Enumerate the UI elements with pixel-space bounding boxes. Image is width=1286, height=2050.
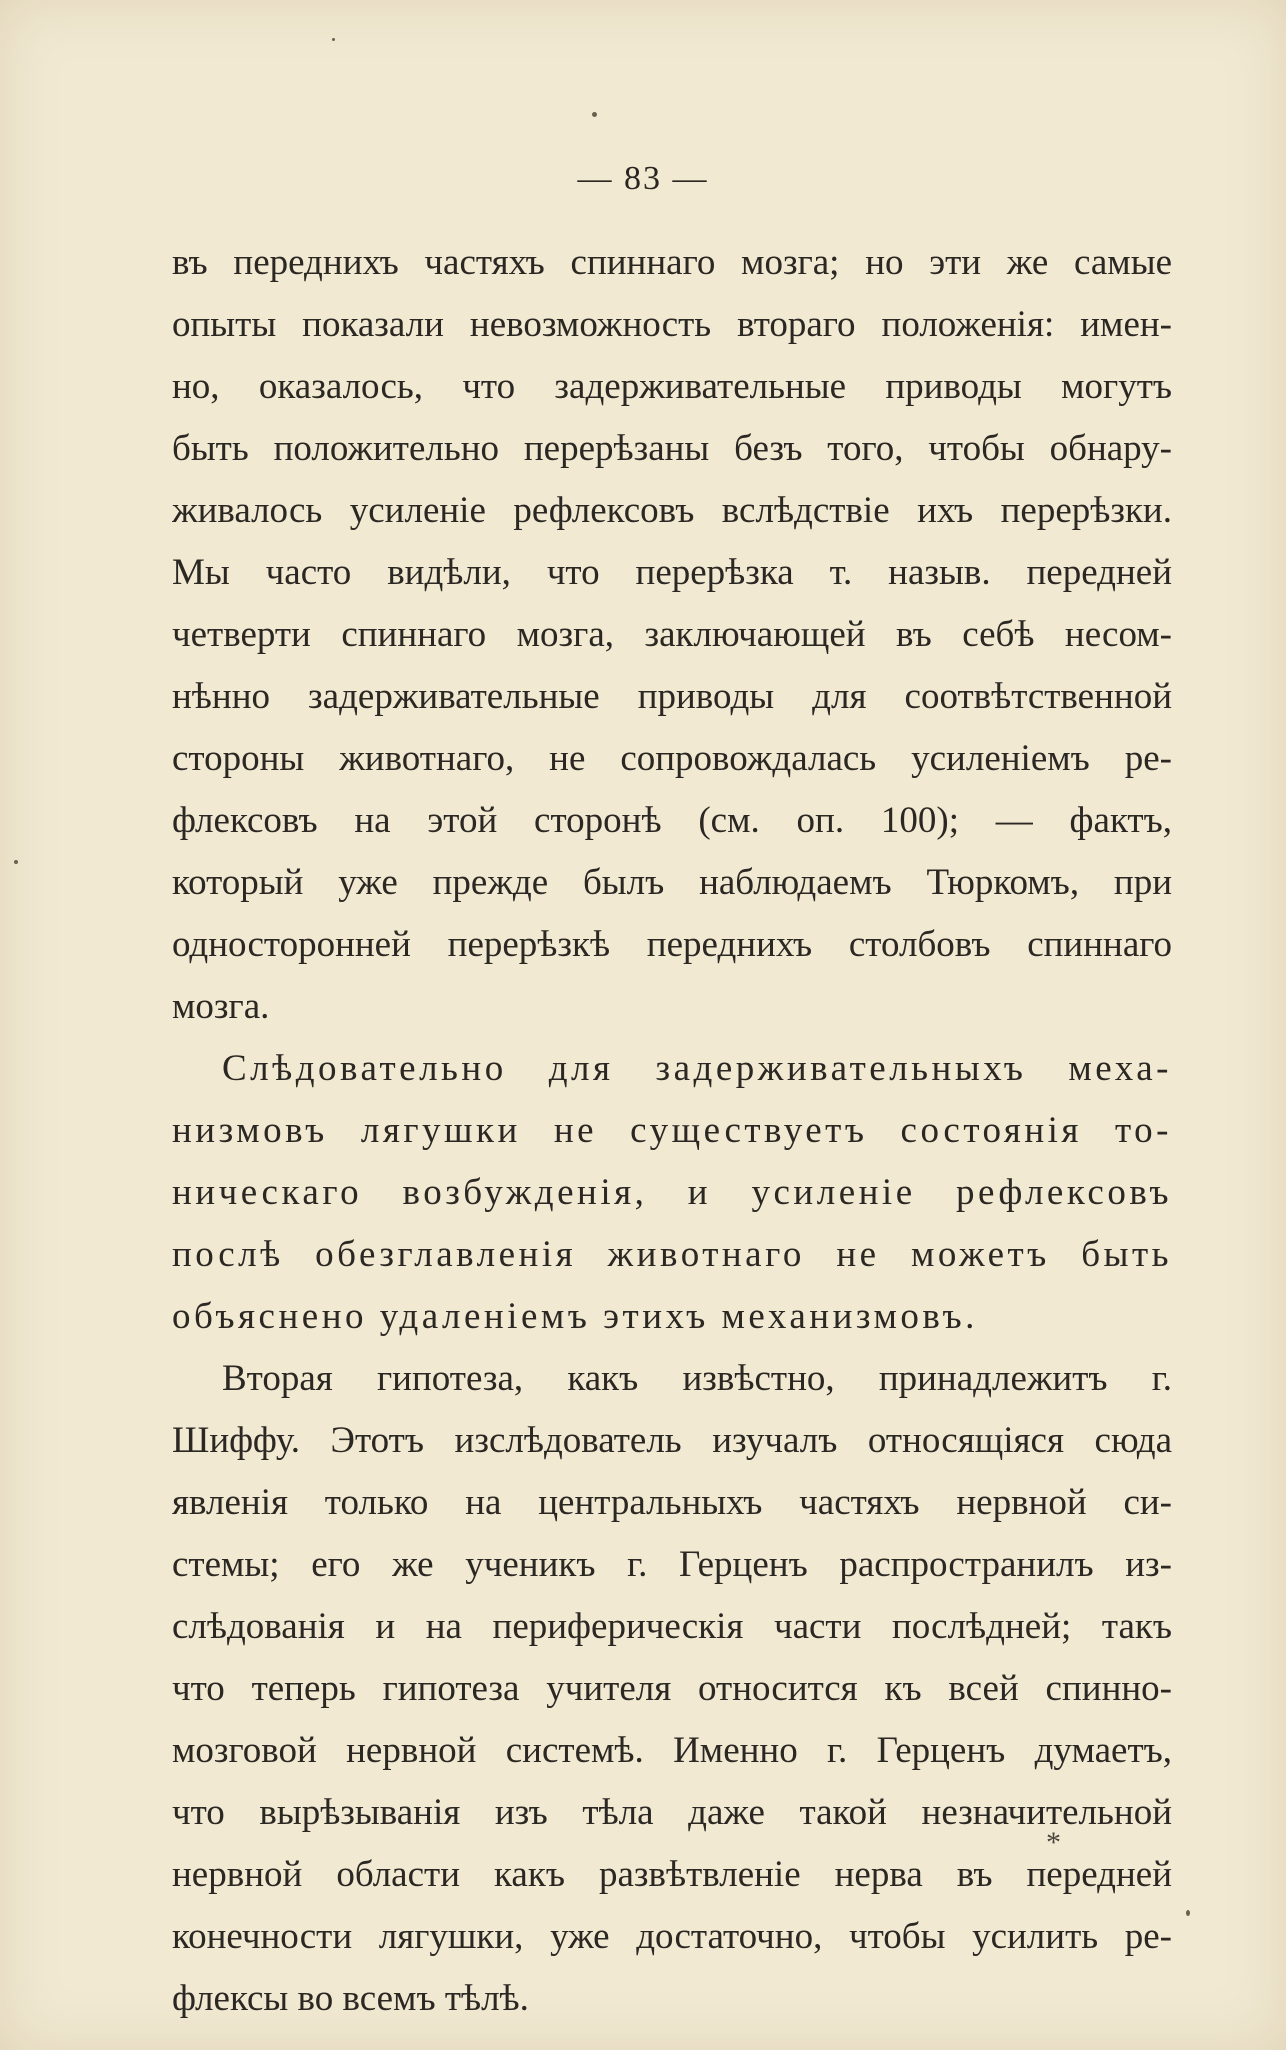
text-line: но, оказалось, что задерживательные приводы могутъ [172, 366, 1172, 407]
scan-speck [592, 112, 597, 117]
text-line: конечности лягушки, уже достаточно, чтобы усилить ре- [172, 1916, 1172, 1957]
text-line: Вторая гипотеза, какъ извѣстно, принадлежитъ г. [222, 1358, 1172, 1399]
paragraph-2-emphasized [172, 1038, 1172, 1348]
text-line: флексы во всемъ тѣлѣ. [172, 1978, 529, 2019]
text-line: мозга. [172, 986, 270, 1027]
scan-speck [1186, 1910, 1190, 1916]
text-line: опыты показали невозможность втораго положенія: имен- [172, 304, 1172, 345]
scan-speck [14, 860, 18, 864]
text-line: флексовъ на этой сторонѣ (см. оп. 100); — фактъ, [172, 800, 1172, 841]
text-line: въ переднихъ частяхъ спиннаго мозга; но эти же самые [172, 242, 1172, 283]
text-line: который уже прежде былъ наблюдаемъ Тюркомъ, при [172, 862, 1172, 903]
text-line: стемы; его же ученикъ г. Герценъ распространилъ из- [172, 1544, 1172, 1585]
text-line: что вырѣзыванія изъ тѣла даже такой незначительной [172, 1792, 1172, 1833]
footnote-mark: * [1046, 1826, 1061, 1859]
page-number: — 83 — [577, 160, 709, 197]
text-line: явленія только на центральныхъ частяхъ нервной си- [172, 1482, 1172, 1523]
paragraph-1 [172, 232, 1172, 1038]
text-line: живалось усиленіе рефлексовъ вслѣдствіе ихъ перерѣзки. [172, 490, 1172, 531]
text-line: Слѣдовательно для задерживательныхъ меха- [222, 1048, 1172, 1089]
text-line: четверти спиннаго мозга, заключающей въ себѣ несом- [172, 614, 1172, 655]
text-line: нѣнно задерживательные приводы для соотвѣтственной [172, 676, 1172, 717]
text-line: Шиффу. Этотъ изслѣдователь изучалъ относящіяся сюда [172, 1420, 1172, 1461]
text-line: объяснено удаленіемъ этихъ механизмовъ. [172, 1296, 978, 1337]
text-line: низмовъ лягушки не существуетъ состоянія то- [172, 1110, 1172, 1151]
text-line: односторонней перерѣзкѣ переднихъ столбовъ спиннаго [172, 924, 1172, 965]
text-line: быть положительно перерѣзаны безъ того, чтобы обнару- [172, 428, 1172, 469]
text-line: слѣдованія и на периферическія части послѣдней; такъ [172, 1606, 1172, 1647]
text-line: нервной области какъ развѣтвленіе нерва въ передней [172, 1854, 1172, 1895]
text-line: ническаго возбужденія, и усиленіе рефлексовъ [172, 1172, 1172, 1213]
text-line: стороны животнаго, не сопровождалась усиленіемъ ре- [172, 738, 1172, 779]
text-line: Мы часто видѣли, что перерѣзка т. назыв. передней [172, 552, 1172, 593]
paragraph-3 [172, 1348, 1172, 2030]
text-line: мозговой нервной системѣ. Именно г. Герценъ думаетъ, [172, 1730, 1172, 1771]
scan-speck [332, 38, 335, 41]
text-line: что теперь гипотеза учителя относится къ всей спинно- [172, 1668, 1172, 1709]
body-text [172, 232, 1172, 2030]
text-line: послѣ обезглавленія животнаго не можетъ быть [172, 1234, 1172, 1275]
